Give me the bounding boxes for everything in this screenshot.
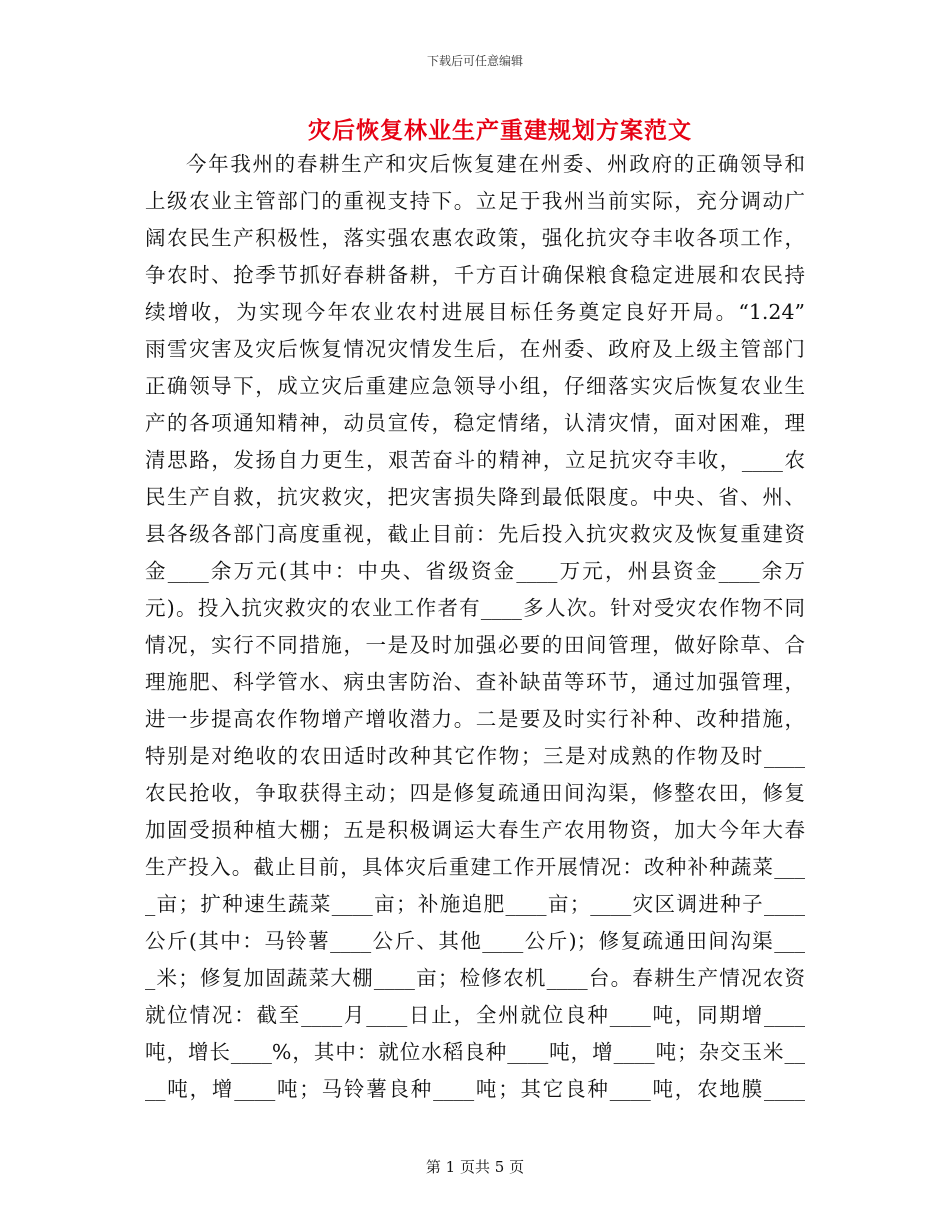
body-line: 金____余万元(其中：中央、省级资金____万元，州县资金____余万 bbox=[145, 559, 805, 583]
body-line: 雨雪灾害及灾后恢复情况灾情发生后，在州委、政府及上级主管部门 bbox=[145, 337, 805, 361]
body-line: 产的各项通知精神，动员宣传，稳定情绪，认清灾情，面对困难，理 bbox=[145, 411, 805, 435]
body-line: 民生产自救，抗灾救灾，把灾害损失降到最低限度。中央、省、州、 bbox=[145, 485, 805, 509]
body-line: 吨，增长____%，其中：就位水稻良种____吨，增____吨；杂交玉米__ bbox=[145, 1040, 805, 1064]
body-line: 公斤(其中：马铃薯____公斤、其他____公斤)；修复疏通田间沟渠___ bbox=[145, 929, 805, 953]
body-line: 续增收，为实现今年农业农村进展目标任务奠定良好开局。“1.24” bbox=[145, 300, 805, 324]
body-line: 阔农民生产积极性，落实强农惠农政策，强化抗灾夺丰收各项工作， bbox=[145, 226, 805, 250]
body-line: 特别是对绝收的农田适时改种其它作物；三是对成熟的作物及时____ bbox=[145, 744, 805, 768]
body-line: 情况，实行不同措施，一是及时加强必要的田间管理，做好除草、合 bbox=[145, 633, 805, 657]
body-line: _亩；扩种速生蔬菜____亩；补施追肥____亩；____灾区调进种子____ bbox=[145, 892, 805, 916]
body-line: 争农时、抢季节抓好春耕备耕，千方百计确保粮食稳定进展和农民持 bbox=[145, 263, 805, 287]
body-line: 进一步提高农作物增产增收潜力。二是要及时实行补种、改种措施， bbox=[145, 707, 805, 731]
page-header: 下载后可任意编辑 bbox=[426, 54, 523, 68]
body-line: 清思路，发扬自力更生，艰苦奋斗的精神，立足抗灾夺丰收，____农 bbox=[145, 448, 805, 472]
body-line: 农民抢收，争取获得主动；四是修复疏通田间沟渠，修整农田，修复 bbox=[145, 781, 805, 805]
body-line: 上级农业主管部门的重视支持下。立足于我州当前实际，充分调动广 bbox=[145, 189, 805, 213]
body-line: 今年我州的春耕生产和灾后恢复建在州委、州政府的正确领导和 bbox=[186, 152, 805, 176]
body-line: 理施肥、科学管水、病虫害防治、查补缺苗等环节，通过加强管理， bbox=[145, 670, 805, 694]
document-body bbox=[145, 146, 805, 1108]
document-title: 灾后恢复林业生产重建规划方案范文 bbox=[308, 117, 692, 144]
body-line: __吨，增____吨；马铃薯良种____吨；其它良种____吨，农地膜____ bbox=[145, 1077, 805, 1101]
body-line: 县各级各部门高度重视，截止目前：先后投入抗灾救灾及恢复重建资 bbox=[145, 522, 805, 546]
body-line: 生产投入。截止目前，具体灾后重建工作开展情况：改种补种蔬菜___ bbox=[145, 855, 805, 879]
body-line: 加固受损种植大棚；五是积极调运大春生产农用物资，加大今年大春 bbox=[145, 818, 805, 842]
body-line: 就位情况：截至____月____日止，全州就位良种____吨，同期增____ bbox=[145, 1003, 805, 1027]
page-number-footer: 第 1 页共 5 页 bbox=[425, 1158, 525, 1176]
body-line: _米；修复加固蔬菜大棚____亩；检修农机____台。春耕生产情况农资 bbox=[145, 966, 805, 990]
body-line: 正确领导下，成立灾后重建应急领导小组，仔细落实灾后恢复农业生 bbox=[145, 374, 805, 398]
body-line: 元)。投入抗灾救灾的农业工作者有____多人次。针对受灾农作物不同 bbox=[145, 596, 805, 620]
